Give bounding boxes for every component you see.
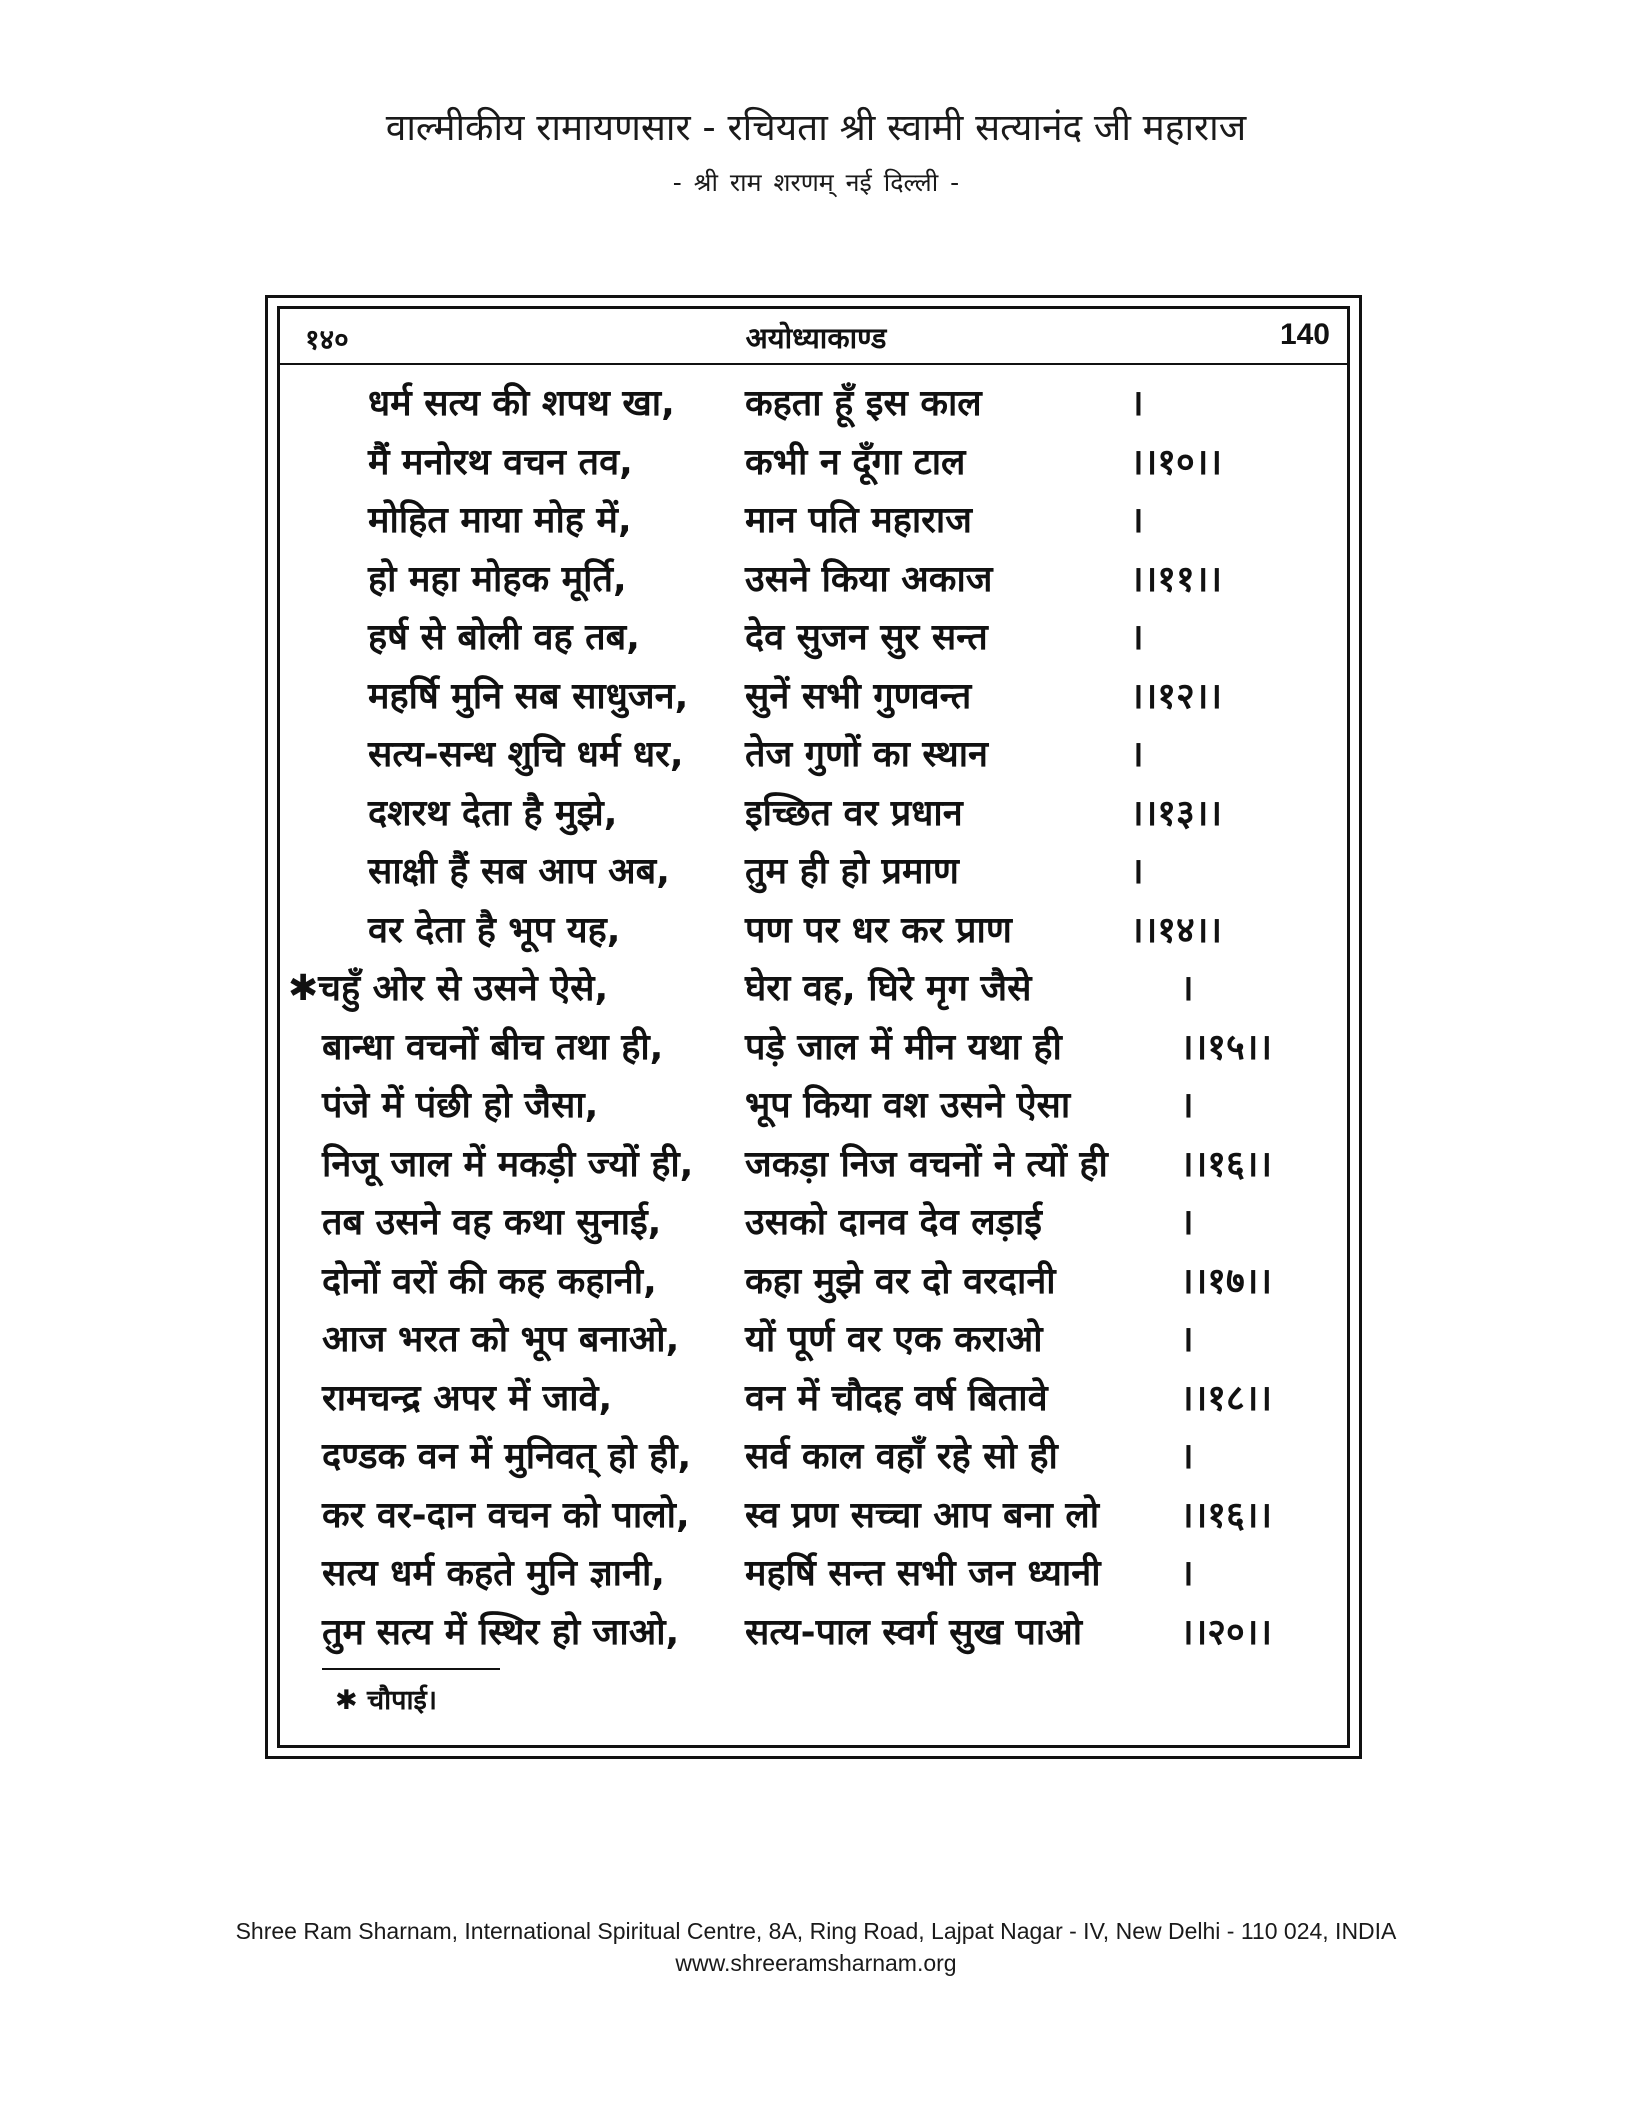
line-second-half: यों पूर्ण वर एक कराओ [745,1319,1043,1360]
footer-website[interactable]: www.shreeramsharnam.org [675,1950,957,1976]
verse-number: । [1180,968,1194,1009]
line-first-half: दशरथ देता है मुझे, [368,793,618,834]
line-second-half: सुनें सभी गुणवन्त [745,676,972,717]
line-second-half: महर्षि सन्त सभी जन ध्यानी [745,1553,1101,1594]
chaupai-line [0,1311,1632,1369]
doha-line [0,551,1632,609]
doha-line [0,492,1632,550]
doha-line [0,609,1632,667]
chaupai-line [0,1019,1632,1077]
line-first-half: सत्य-सन्ध शुचि धर्म धर, [368,734,684,775]
line-first-half: मैं मनोरथ वचन तव, [368,442,633,483]
verse-number: । [1180,1202,1194,1243]
line-second-half: भूप किया वश उसने ऐसा [745,1085,1071,1126]
line-second-half: मान पति महाराज [745,500,972,541]
chaupai-line [0,1487,1632,1545]
line-second-half: उसको दानव देव लड़ाई [745,1202,1042,1243]
verse-number: । [1180,1319,1194,1360]
verse-number: । [1130,500,1144,541]
line-first-half: पंजे में पंछी हो जैसा, [322,1085,599,1126]
line-second-half: पड़े जाल में मीन यथा ही [745,1027,1062,1068]
line-second-half: उसने किया अकाज [745,559,993,600]
line-second-half: इच्छित वर प्रधान [745,793,963,834]
line-second-half: कहता हूँ इस काल [745,383,982,424]
doha-line [0,785,1632,843]
line-first-half: आज भरत को भूप बनाओ, [322,1319,680,1360]
line-second-half: देव सुजन सुर सन्त [745,617,988,658]
line-first-half: धर्म सत्य की शपथ खा, [368,383,675,424]
doha-line [0,726,1632,784]
line-second-half: जकड़ा निज वचनों ने त्यों ही [745,1144,1108,1185]
line-first-half: दण्डक वन में मुनिवत् हो ही, [322,1436,692,1477]
doha-line [0,668,1632,726]
line-second-half: कहा मुझे वर दो वरदानी [745,1261,1056,1302]
verse-number: ।।१६।। [1180,1495,1273,1536]
footnote-rule [322,1668,500,1670]
line-second-half: पण पर धर कर प्राण [745,910,1012,951]
line-second-half: सत्य-पाल स्वर्ग सुख पाओ [745,1612,1083,1653]
verse-number: ।।१६।। [1180,1144,1273,1185]
line-first-half: मोहित माया मोह में, [368,500,632,541]
page-number-devanagari: १४० [305,323,349,356]
doha-line [0,843,1632,901]
line-second-half: तुम ही हो प्रमाण [745,851,959,892]
line-first-half: सत्य धर्म कहते मुनि ज्ञानी, [322,1553,665,1594]
footnote: ✱ चौपाई। [335,1685,437,1716]
line-first-half: साक्षी हैं सब आप अब, [368,851,670,892]
verse-number: ।।१४।। [1130,910,1223,951]
chaupai-line [0,1194,1632,1252]
chaupai-line [0,960,1632,1018]
verse-number: ।।१७।। [1180,1261,1273,1302]
line-second-half: तेज गुणों का स्थान [745,734,989,775]
line-second-half: वन में चौदह वर्ष बितावे [745,1378,1048,1419]
line-first-half: निजू जाल में मकड़ी ज्यों ही, [322,1144,694,1185]
doha-line [0,375,1632,433]
line-first-half: दोनों वरों की कह कहानी, [322,1261,657,1302]
footer-address: Shree Ram Sharnam, International Spiritual Centre, 8A, Ring Road, Lajpat Nagar - IV, New Delhi - 110 024, INDIA [235,1918,1397,1944]
line-second-half: स्व प्रण सच्चा आप बना लो [745,1495,1100,1536]
verse-number: ।।१५।। [1180,1027,1273,1068]
line-first-half: बान्धा वचनों बीच तथा ही, [322,1027,664,1068]
header-rule [280,363,1347,365]
verse-number: ।।२०।। [1180,1612,1273,1653]
line-first-half: कर वर-दान वचन को पालो, [322,1495,690,1536]
line-first-half: तुम सत्य में स्थिर हो जाओ, [322,1612,680,1653]
line-first-half: रामचन्द्र अपर में जावे, [322,1378,613,1419]
doha-line [0,434,1632,492]
top-title: वाल्मीकीय रामायणसार - रचियता श्री स्वामी सत्यानंद जी महाराज [385,106,1247,149]
verse-number: । [1130,617,1144,658]
chaupai-line [0,1428,1632,1486]
verse-number: । [1130,851,1144,892]
line-first-half: तब उसने वह कथा सुनाई, [322,1202,662,1243]
verse-number: । [1180,1436,1194,1477]
line-second-half: सर्व काल वहाँ रहे सो ही [745,1436,1058,1477]
verse-number: ।।१८।। [1180,1378,1273,1419]
line-first-half: वर देता है भूप यह, [368,910,621,951]
chaupai-line [0,1370,1632,1428]
verse-number: ।।१२।। [1130,676,1223,717]
line-first-half: हो महा मोहक मूर्ति, [368,559,627,600]
verse-number: ।।१०।। [1130,442,1223,483]
chaupai-line [0,1253,1632,1311]
verse-number: ।।११।। [1130,559,1223,600]
section-title: अयोध्याकाण्ड [745,321,887,355]
doha-line [0,902,1632,960]
verse-number: । [1130,383,1144,424]
chaupai-line [0,1136,1632,1194]
chaupai-line [0,1077,1632,1135]
verse-number: ।।१३।। [1130,793,1223,834]
line-first-half: महर्षि मुनि सब साधुजन, [368,676,689,717]
line-second-half: कभी न दूँगा टाल [745,442,966,483]
line-first-half: हर्ष से बोली वह तब, [368,617,640,658]
top-subtitle: - श्री राम शरणम् नई दिल्ली - [672,168,960,197]
chaupai-line [0,1545,1632,1603]
chaupai-line [0,1604,1632,1662]
line-second-half: घेरा वह, घिरे मृग जैसे [745,968,1032,1009]
page-number-latin: 140 [1279,318,1330,351]
verse-number: । [1180,1553,1194,1594]
verse-number: । [1130,734,1144,775]
verse-number: । [1180,1085,1194,1126]
line-first-half: ✱चहुँ ओर से उसने ऐसे, [288,968,609,1009]
